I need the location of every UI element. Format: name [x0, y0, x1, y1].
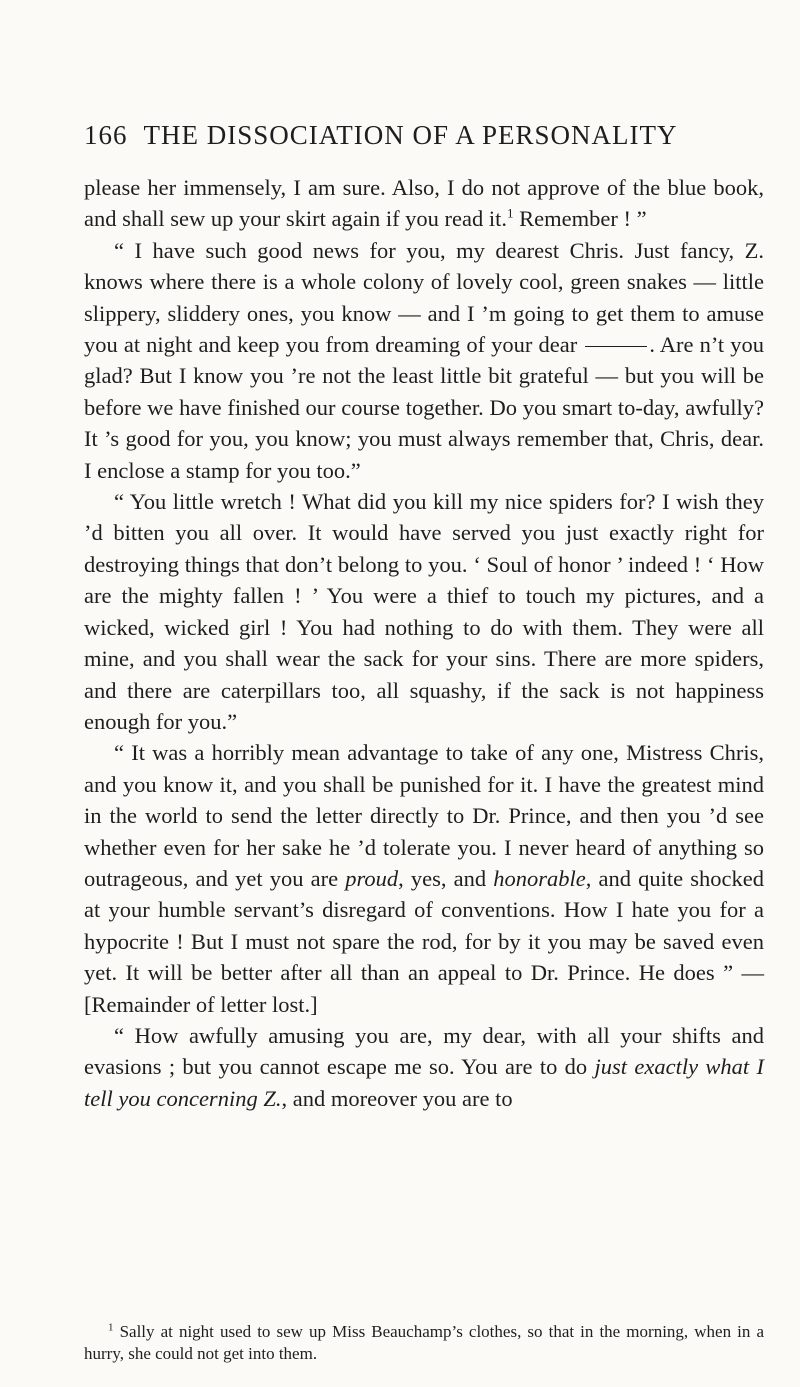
footnote-reference: 1 — [507, 205, 514, 221]
page-number: 166 — [84, 120, 128, 150]
footnote-marker: 1 — [108, 1321, 114, 1334]
paragraph-2-text-a: “ I have such good news for you, my dearest Chris. Just fancy, Z. knows where there is a whole colony of lovely cool, green snakes — little slippery, sliddery ones, you know — and I ’m going to get them to amuse you at night and keep you from dreaming of your dear — [84, 237, 764, 358]
italic-proud: proud — [345, 865, 399, 891]
footnote — [84, 1321, 764, 1365]
body-text — [84, 172, 764, 1114]
paragraph-3: “ You little wretch ! What did you kill my nice spiders for? I wish they ’d bitten you all over. It would have served you just exactly right for destroying things that don’t belong to you. ‘ Soul of honor ’ indeed ! ‘ How are the mighty fallen ! ’ You were a thief to touch my pictures, and a wicked, wicked girl ! You had nothing to do with them. They were all mine, and you shall wear the sack for your sins. There are more spiders, and there are caterpillars too, all squashy, if the sack is not happiness enough for you.” — [84, 489, 764, 734]
paragraph-2 — [84, 235, 764, 486]
paragraph-2-text-b: . Are n’t you glad? But I know you ’re not the least little bit grateful — but you will be before we have finished our course together. Do you smart to-day, awfully? It ’s good for you, you know; you must always remember that, Chris, dear. I enclose a stamp for you too.” — [84, 332, 765, 483]
paragraph-5-text-a: “ How awfully amusing you are, my dear, with all your shifts and evasions ; but you cannot escape me so. You are to do — [84, 1022, 764, 1080]
paragraph-4 — [84, 737, 764, 1020]
paragraph-1 — [84, 172, 764, 235]
running-title: THE DISSOCIATION OF A PERSONALITY — [143, 120, 678, 150]
paragraph-5 — [84, 1020, 764, 1114]
italic-honorable: honorable — [493, 865, 586, 891]
long-dash — [585, 346, 647, 347]
paragraph-1-text-b: Remember ! ” — [513, 206, 647, 232]
paragraph-5-text-b: , and moreover you are to — [281, 1085, 513, 1111]
running-head — [84, 120, 744, 151]
paragraph-4-text-a: “ It was a horribly mean advantage to take of any one, Mistress Chris, and you know it, and you shall be punished for it. I have the greatest mind in the world to send the letter directly to Dr. Prince, and then you ’d see whether even for her sake he ’d tolerate you. I never heard of anything so outrageous, and yet you are — [84, 740, 764, 891]
paragraph-5-italic: just exactly what I tell you concerning Z. — [84, 1054, 764, 1111]
footnote-text: Sally at night used to sew up Miss Beauchamp’s clothes, so that in the morning, when in a hurry, she could not get into them. — [84, 1322, 764, 1363]
paragraph-4-text-b: , yes, and — [398, 865, 494, 891]
paragraph-1-text-a: please her immensely, I am sure. Also, I do not approve of the blue book, and shall sew up your skirt again if you read it. — [84, 175, 764, 232]
paragraph-4-text-c: , and quite shocked at your humble servant’s disregard of conventions. How I hate you for a hypocrite ! But I must not spare the rod, for by it you may be saved even yet. It will be better after all than an appeal to Dr. Prince. He does ” — [Remainder of letter lost.] — [84, 865, 764, 1017]
